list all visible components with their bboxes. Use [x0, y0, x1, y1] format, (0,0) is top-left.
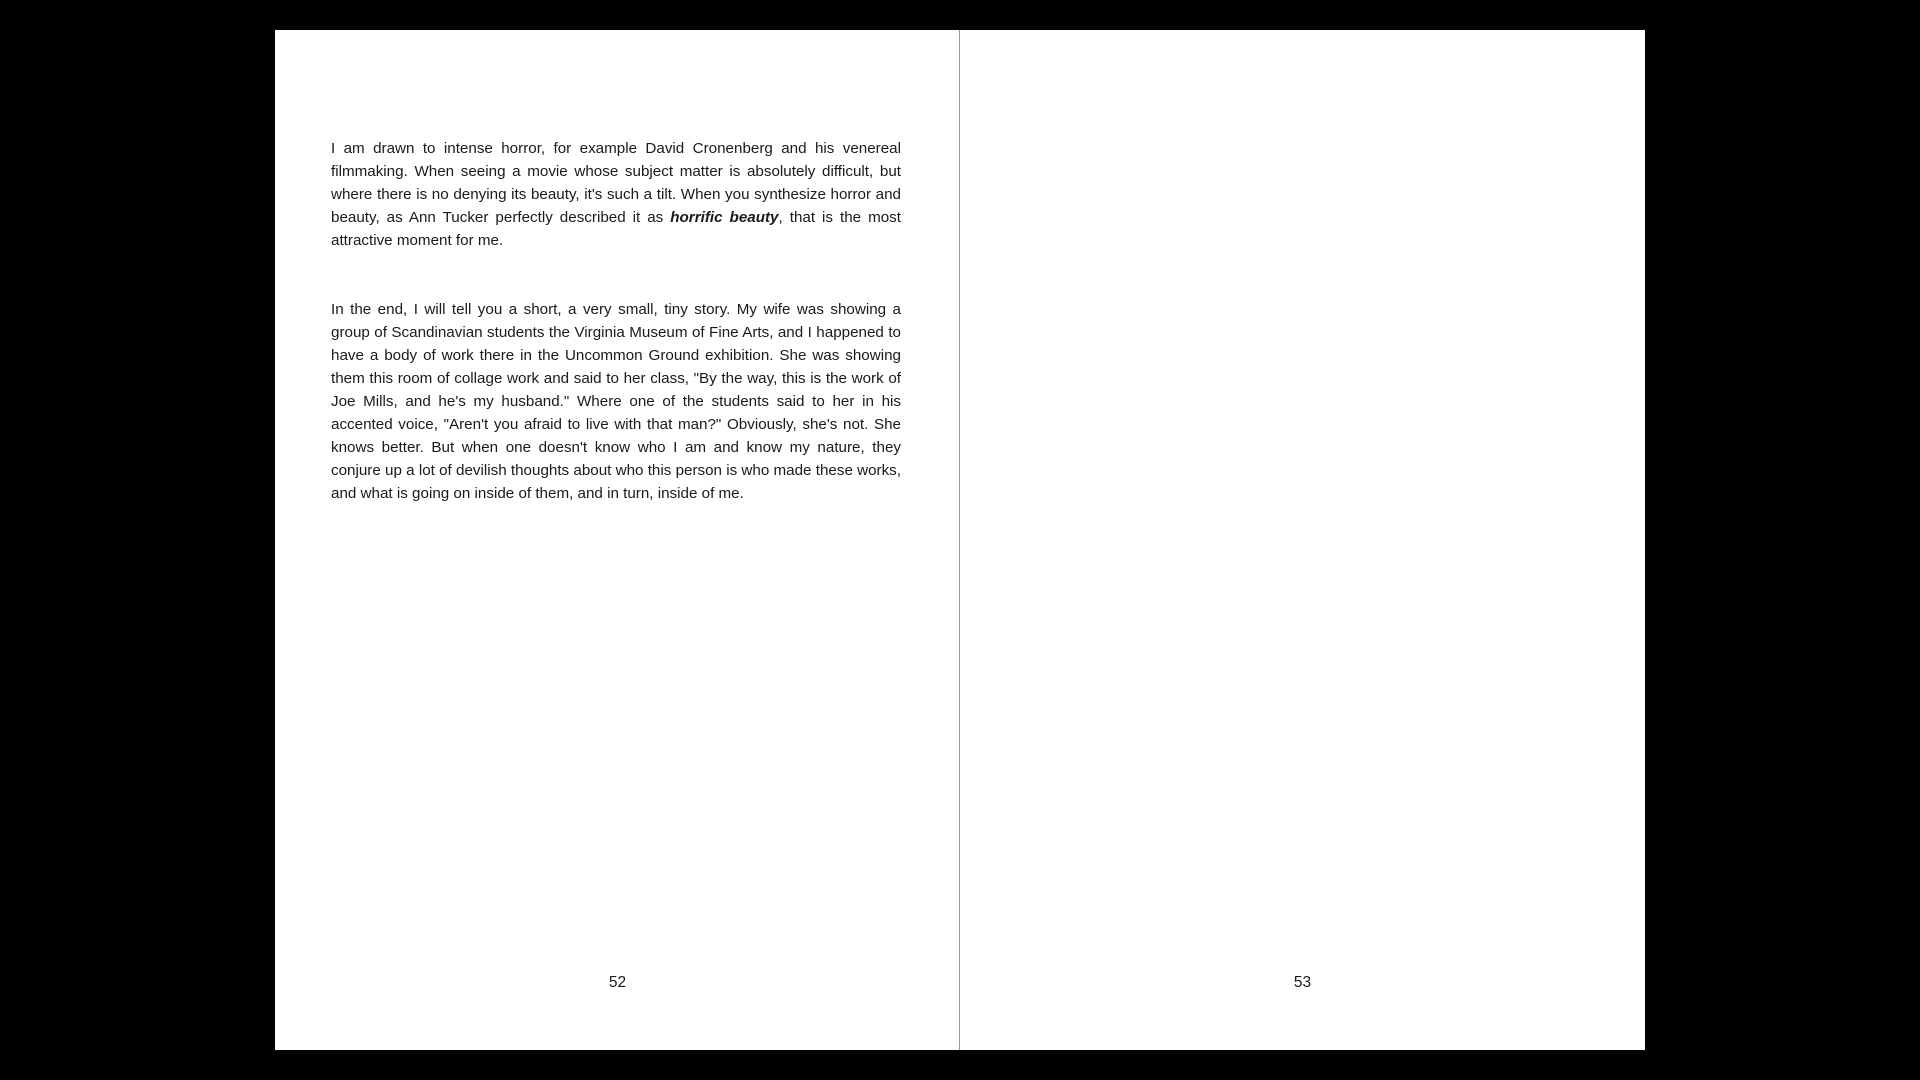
paragraph-1 [331, 137, 901, 252]
paragraph-2: In the end, I will tell you a short, a very small, tiny story. My wife was showing a group of Scandinavian students the Virginia Museum of Fine Arts, and I happened to have a body of work there in the Uncommon Ground exhibition. She was showing them this room of collage work and said to her class, "By the way, this is the work of Joe Mills, and he's my husband." Where one of the students said to her in his accented voice, "Aren't you afraid to live with that man?" Obviously, she's not. She knows better. But when one doesn't know who I am and know my nature, they conjure up a lot of devilish thoughts about who this person is who made these works, and what is going on inside of them, and in turn, inside of me. [331, 301, 901, 502]
page-number-right: 53 [1293, 974, 1312, 991]
paragraph-1-text-end: , that is the most attractive moment for me. [331, 209, 901, 249]
page-spread [275, 30, 1645, 1050]
page-number-left: 52 [608, 974, 627, 991]
paragraph-1-text: I am drawn to intense horror, for example David Cronenberg and his venereal filmmaking. When seeing a movie whose subject matter is absolutely difficult, but where there is no denying its beauty, it's such a tilt. When you synthesize horror and beauty, as Ann Tucker perfectly described it as [331, 140, 901, 226]
page-left [275, 30, 960, 1050]
paragraph-1-emphasis: horrific beauty [670, 209, 779, 226]
page-right [960, 30, 1645, 1050]
body-text [331, 137, 901, 505]
